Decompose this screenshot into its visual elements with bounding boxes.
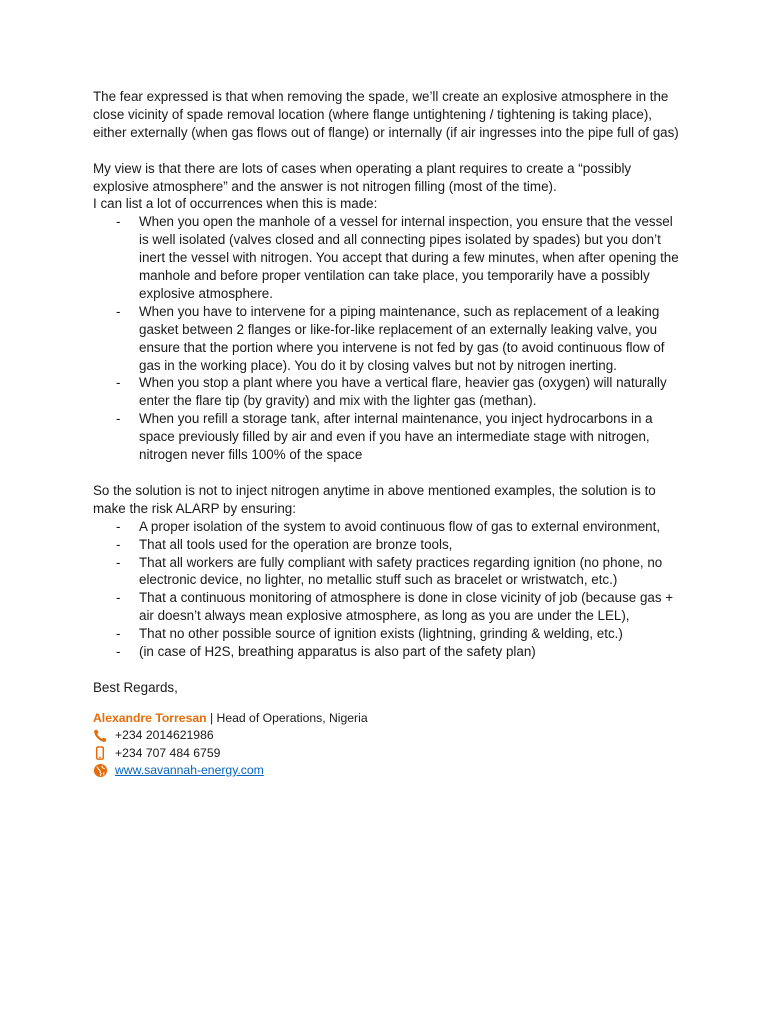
bullet-dash: - bbox=[116, 411, 121, 427]
email-signature bbox=[93, 710, 683, 780]
signature-phone-row bbox=[93, 727, 683, 744]
signature-landline: +234 2014621986 bbox=[115, 728, 214, 743]
list-item: - When you stop a plant where you have a vertical flare, heavier gas (oxygen) will naturally enter the flare tip (by gravity) and mix with the lighter gas (methan). bbox=[116, 375, 667, 409]
occurrences-list bbox=[93, 213, 683, 464]
paragraph-view: My view is that there are lots of cases when operating a plant requires to create a “possibly explosive atmosphere” and the answer is not nitrogen filling (most of the time). bbox=[93, 160, 632, 194]
signature-mobile-row bbox=[93, 745, 683, 762]
bullet-dash: - bbox=[116, 303, 121, 319]
paragraph-list-intro: I can list a lot of occurrences when this is made: bbox=[93, 196, 378, 212]
bullet-dash: - bbox=[116, 375, 121, 391]
list-item: - When you have to intervene for a piping maintenance, such as replacement of a leaking gasket between 2 flanges or like-for-like replacement of an externally leaking valve, you ensure that the portion where you intervene is not fed by gas (to avoid continuous flow of gas in the working place). You do it by closing valves but not by nitrogen inerting. bbox=[116, 303, 665, 373]
bullet-dash: - bbox=[116, 626, 121, 642]
list-item: - When you open the manhole of a vessel for internal inspection, you ensure that the vessel is well isolated (valves closed and all connecting pipes isolated by spades) but you don’t inert the vessel with nitrogen. You accept that during a few minutes, when after opening the manhole and before proper ventilation can take place, you temporarily have a possibly explosive atmosphere. bbox=[116, 214, 679, 301]
mobile-phone-icon bbox=[93, 746, 115, 761]
list-item: - That no other possible source of ignition exists (lightning, grinding & welding, etc.) bbox=[116, 626, 623, 642]
alarp-measures-list bbox=[93, 518, 683, 661]
email-body bbox=[93, 88, 683, 779]
signature-name: Alexandre Torresan bbox=[93, 710, 207, 725]
list-item: - That all tools used for the operation are bronze tools, bbox=[116, 536, 453, 552]
bullet-dash: - bbox=[116, 590, 121, 606]
signature-title: Head of Operations, Nigeria bbox=[216, 710, 368, 725]
bullet-dash: - bbox=[116, 644, 121, 660]
list-item: - That all workers are fully compliant with safety practices regarding ignition (no phone, no electronic device, no lighter, no metallic stuff such as bracelet or wristwatch, etc.) bbox=[116, 554, 663, 588]
list-item: - (in case of H2S, breathing apparatus is also part of the safety plan) bbox=[116, 644, 536, 660]
closing-line: Best Regards, bbox=[93, 679, 178, 695]
signature-mobile: +234 707 484 6759 bbox=[115, 745, 221, 760]
signature-separator: | bbox=[206, 710, 217, 725]
globe-icon bbox=[93, 763, 115, 778]
signature-name-row bbox=[93, 710, 683, 727]
list-item: - That a continuous monitoring of atmosphere is done in close vicinity of job (because gas + air doesn’t always mean explosive atmosphere, as long as you are under the LEL), bbox=[116, 590, 674, 624]
paragraph-solution: So the solution is not to inject nitrogen anytime in above mentioned examples, the solution is to make the risk ALARP by ensuring: bbox=[93, 482, 656, 516]
paragraph-fear: The fear expressed is that when removing the spade, we’ll create an explosive atmosphere in the close vicinity of spade removal location (where flange untightening / tightening is taking place), either externally (when gas flows out of flange) or internally (if air ingresses into the pipe full of gas) bbox=[93, 89, 679, 140]
signature-website-link[interactable]: www.savannah-energy.com bbox=[115, 762, 264, 777]
bullet-dash: - bbox=[116, 214, 121, 230]
bullet-dash: - bbox=[116, 554, 121, 570]
bullet-dash: - bbox=[116, 536, 121, 552]
list-item: - When you refill a storage tank, after internal maintenance, you inject hydrocarbons in a space previously filled by air and even if you have an intermediate stage with nitrogen, nitrogen never fills 100% of the space bbox=[116, 411, 653, 463]
signature-web-row bbox=[93, 762, 683, 779]
phone-icon bbox=[93, 729, 115, 743]
list-item: - A proper isolation of the system to avoid continuous flow of gas to external environment, bbox=[116, 518, 661, 534]
bullet-dash: - bbox=[116, 518, 121, 534]
